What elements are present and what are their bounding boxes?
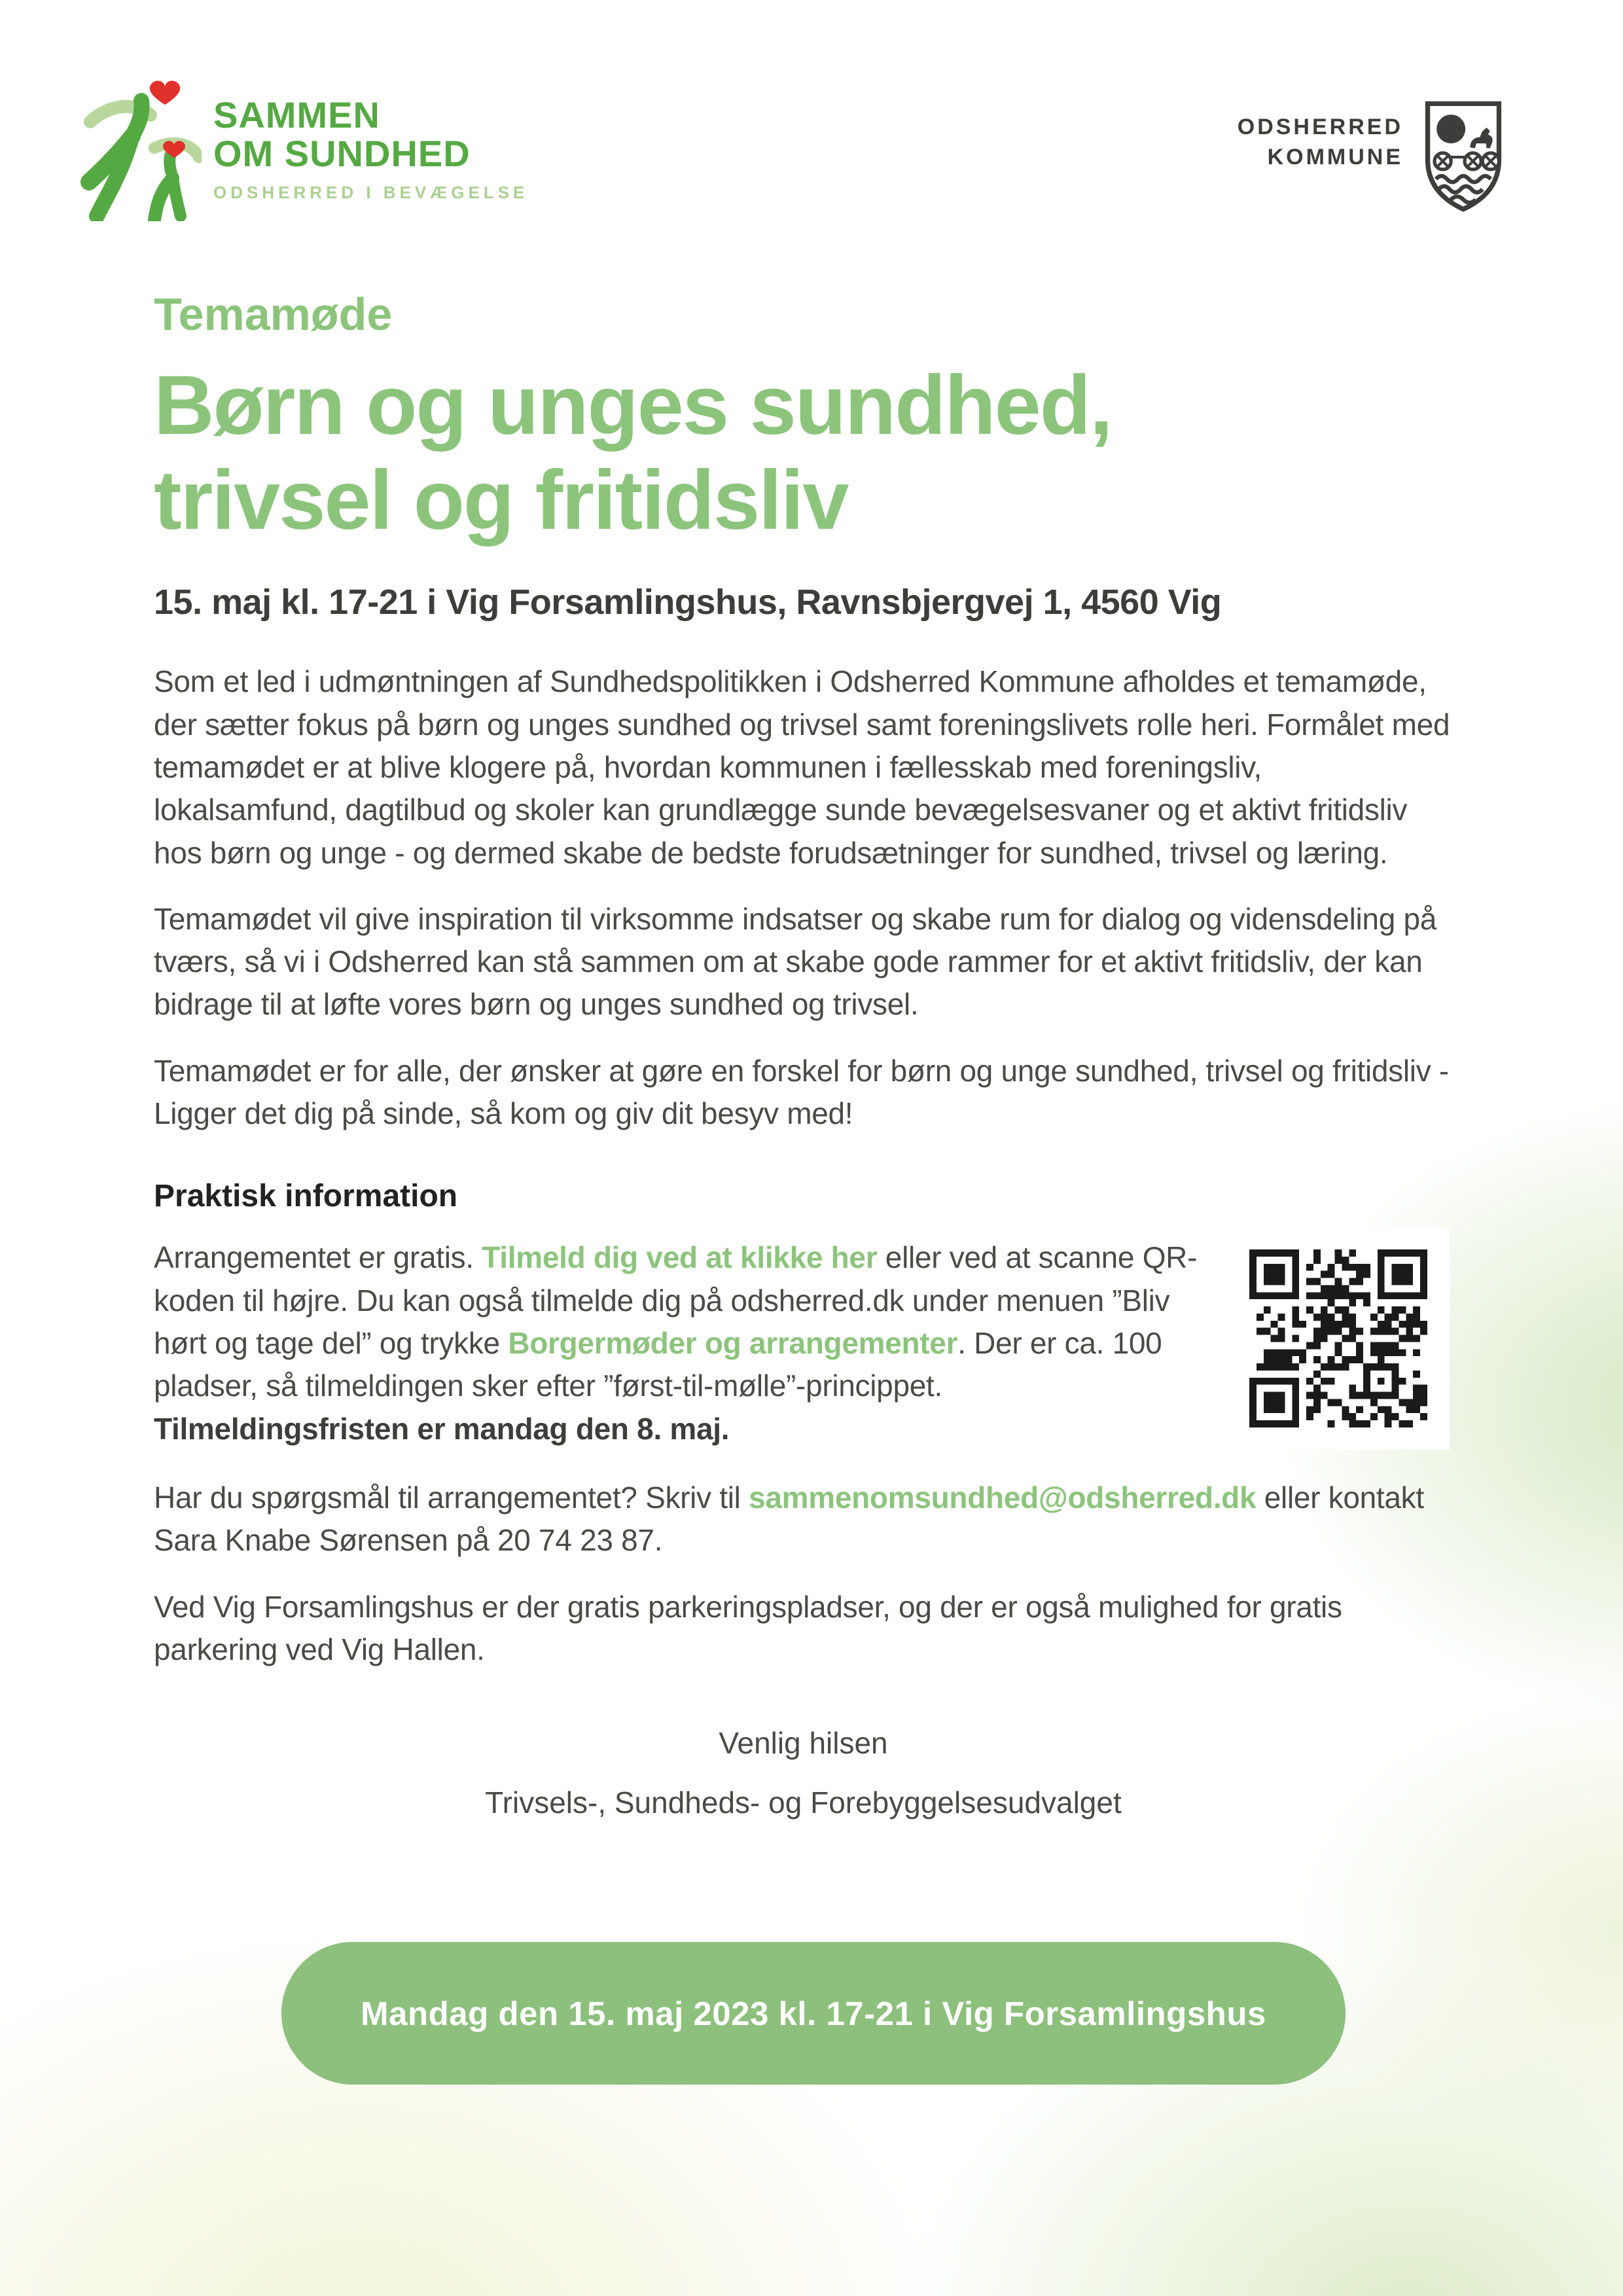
odsherred-kommune-logo xyxy=(1238,98,1505,215)
deadline-text: Tilmeldingsfristen er mandag den 8. maj. xyxy=(154,1411,730,1446)
contact-copy xyxy=(154,1477,1453,1671)
page-title-line1: Børn og unges sundhed, xyxy=(154,359,1112,452)
practical-info-paragraph xyxy=(154,1236,1201,1450)
signoff-committee: Trivsels-, Sundheds- og Forebyggelsesudvalget xyxy=(485,1785,1122,1820)
dancing-figures-icon xyxy=(77,71,202,221)
practical-info-heading: Praktisk information xyxy=(154,1179,458,1214)
practical-info-section xyxy=(154,1236,1453,1450)
contact-paragraph xyxy=(154,1477,1453,1562)
parking-paragraph: Ved Vig Forsamlingshus er der gratis parkeringspladser, og der er også mulighed for gratis parkering ved Vig Hallen. xyxy=(154,1589,1342,1666)
page-title xyxy=(154,359,1453,548)
paragraph-inspiration: Temamødet vil give inspiration til virksomme indsatser og skabe rum for dialog og vidensdeling på tværs, så vi i Odsherred kan stå sammen om at skabe gode rammer for et aktivt fritidsliv, der kan bidrage til at løfte vores børn og unges sundhed og trivsel. xyxy=(154,901,1437,1022)
contact-seg2: eller kontakt Sara Knabe Sørensen på 20 74 23 87. xyxy=(154,1480,1424,1558)
eyebrow-label: Temamøde xyxy=(154,289,393,340)
heart-icon xyxy=(150,81,180,105)
qr-code xyxy=(1249,1249,1427,1427)
signup-link[interactable]: Tilmeld dig ved at klikke her xyxy=(482,1240,878,1275)
practical-info-text xyxy=(154,1236,1201,1450)
paragraph-audience: Temamødet er for alle, der ønsker at gøre en forskel for børn og unge sundhed, trivsel og fritidsliv - Ligger det dig på sinde, så kom og giv dit besyv med! xyxy=(154,1053,1449,1131)
municipality-name-line1: ODSHERRED xyxy=(1237,115,1403,139)
brand-title-line1: SAMMEN xyxy=(213,94,380,135)
intro-copy xyxy=(154,660,1453,1135)
contact-email-link[interactable]: sammenomsundhed@odsherred.dk xyxy=(749,1480,1257,1515)
event-datetime-location: 15. maj kl. 17-21 i Vig Forsamlingshus, Ravnsbjergvej 1, 4560 Vig xyxy=(154,583,1222,622)
main-content xyxy=(154,288,1453,1825)
brand-subtitle: ODSHERRED I BEVÆGELSE xyxy=(213,182,529,202)
paragraph-purpose: Som et led i udmøntningen af Sundhedspolitikken i Odsherred Kommune afholdes et temamøde, der sætter fokus på børn og unges sundhed og trivsel samt foreningslivets rolle heri. Formålet med temamødet er at blive klogere på, hvordan kommunen i fællesskab med foreningsliv, lokalsamfund, dagtilbud og skoler kan grundlægge sunde bevægelsesvaner og et aktivt fritidsliv hos børn og unge - og dermed skabe de bedste forudsætninger for sundhed, trivsel og læring. xyxy=(154,664,1450,870)
practical-seg1: Arrangementet er gratis. xyxy=(154,1240,482,1275)
signoff xyxy=(154,1721,1453,1825)
brand-title-line2: OM SUNDHED xyxy=(213,133,471,175)
contact-seg1: Har du spørgsmål til arrangementet? Skriv til xyxy=(154,1480,749,1515)
signoff-greeting: Venlig hilsen xyxy=(719,1726,888,1761)
sammen-om-sundhed-logo xyxy=(77,71,528,221)
practical-seg2: eller ved at scanne QR-koden til højre. Du kan også tilmelde dig på odsherred.dk under menuen ”Bliv hørt og tage del” og trykke xyxy=(154,1240,1198,1360)
event-banner-text: Mandag den 15. maj 2023 kl. 17-21 i Vig Forsamlingshus xyxy=(361,1994,1266,2032)
event-banner xyxy=(281,1942,1346,2085)
page-title-line2: trivsel og fritidsliv xyxy=(154,453,848,547)
coat-of-arms-shield-icon xyxy=(1421,98,1505,215)
qr-card xyxy=(1227,1227,1450,1450)
borgermoder-menu-link[interactable]: Borgermøder og arrangementer xyxy=(508,1326,958,1360)
municipality-name-line2: KOMMUNE xyxy=(1267,144,1403,170)
practical-seg3: . Der er ca. 100 pladser, så tilmeldingen sker efter ”først-til-mølle”-princippet. xyxy=(154,1326,1162,1403)
